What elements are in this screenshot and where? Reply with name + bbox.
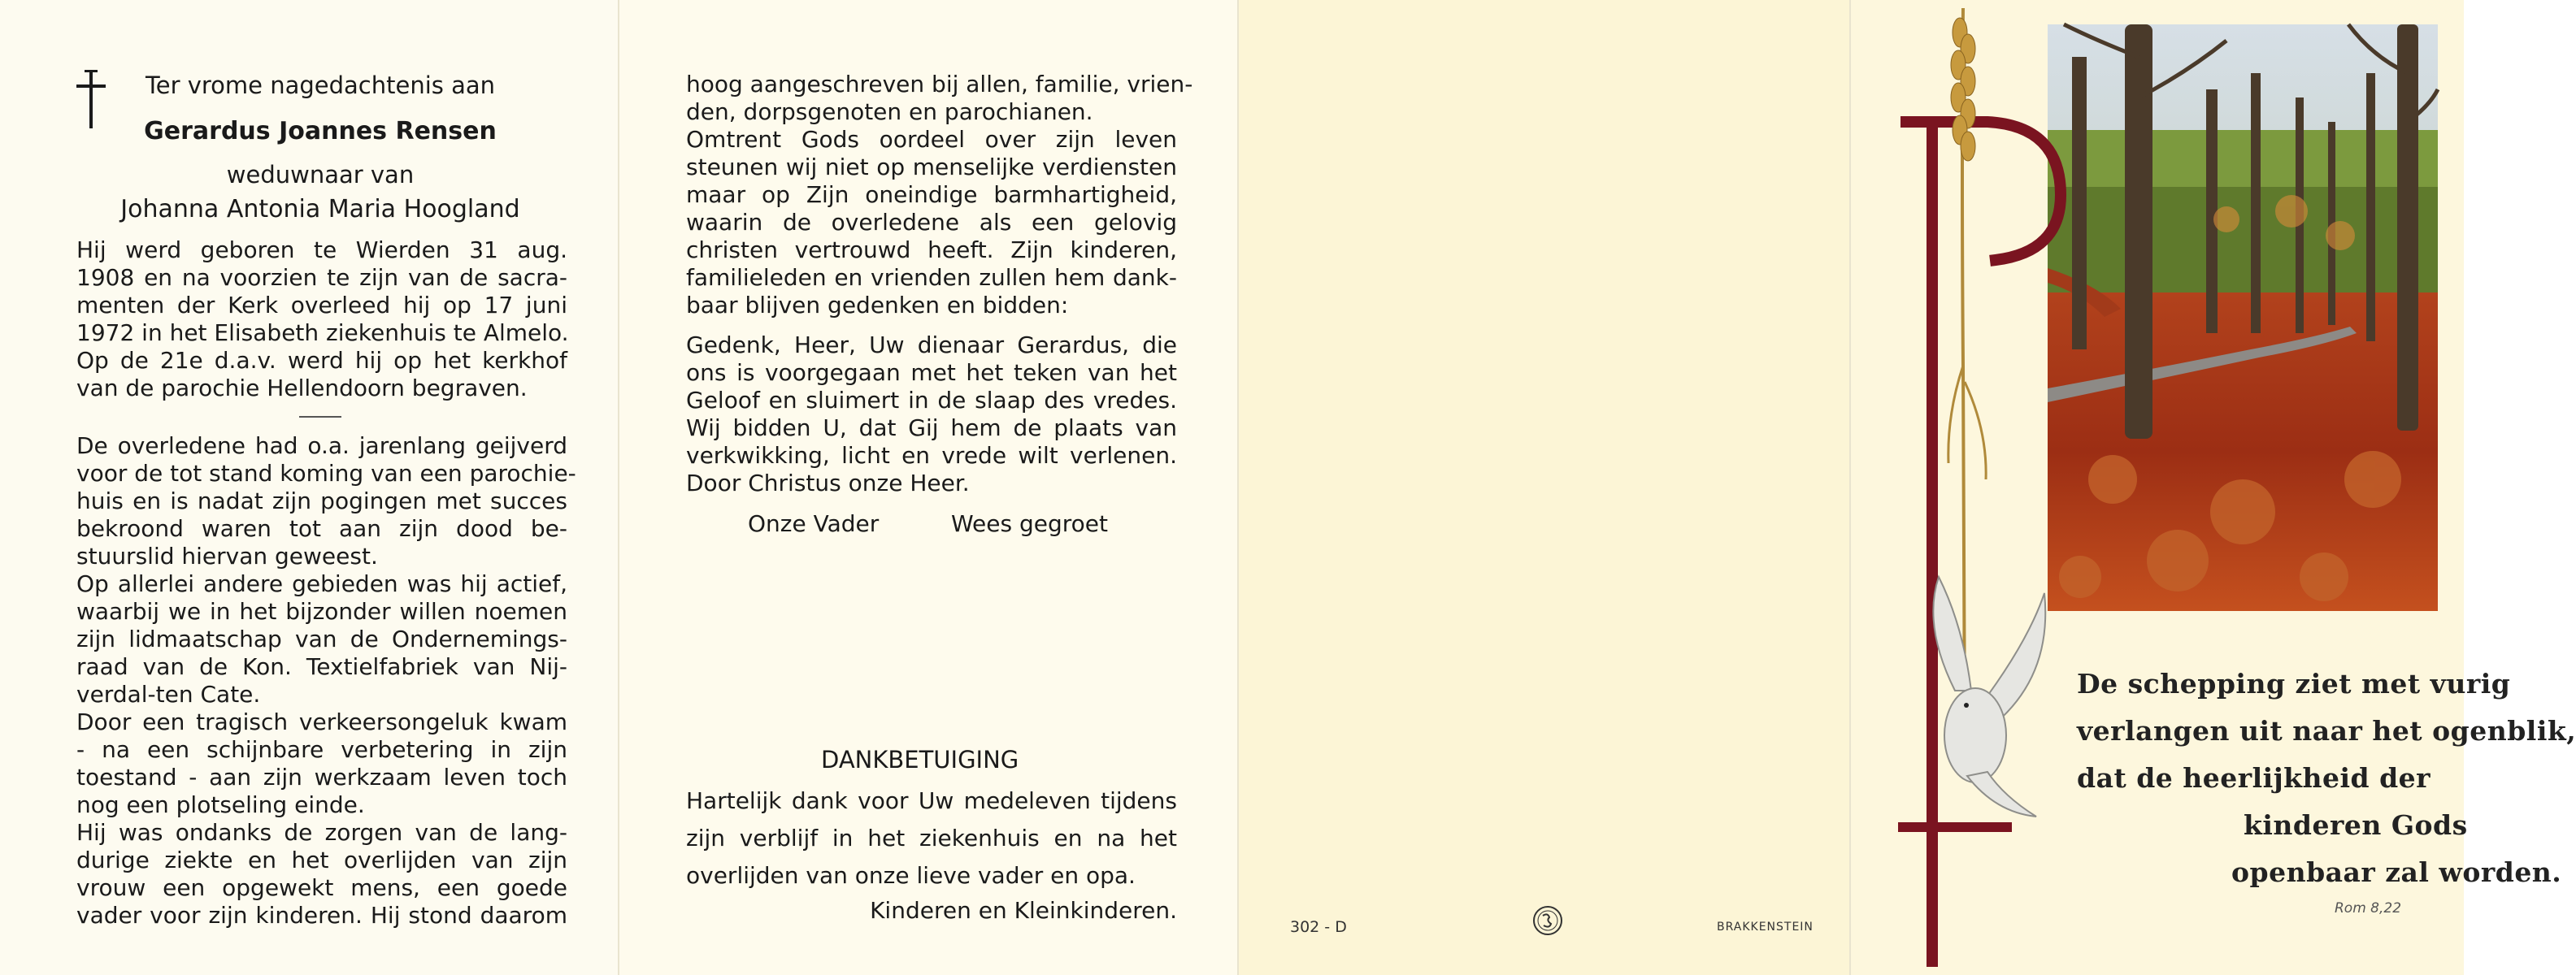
quote-line: openbaar zal worden. — [2231, 856, 2562, 888]
story-line: Door een tragisch verkeersongeluk kwam — [76, 708, 567, 735]
staff-wheat-ornament — [1890, 8, 2085, 967]
spouse-name: Johanna Antonia Maria Hoogland — [120, 195, 520, 223]
story-line: De overledene had o.a. jarenlang geijverd — [76, 432, 567, 459]
story-line: Op allerlei andere gebieden was hij actief, — [76, 570, 567, 597]
prayer-onze-vader: Onze Vader — [748, 510, 880, 537]
bio-line: menten der Kerk overleed hij op 17 juni — [76, 292, 567, 318]
publisher-name: BRAKKENSTEIN — [1717, 921, 1814, 934]
thanks-line: Hartelijk dank voor Uw medeleven tijdens — [686, 787, 1177, 814]
prayer-wees-gegroet: Wees gegroet — [951, 510, 1108, 537]
fold-line — [1849, 0, 1851, 975]
story-line: bekroond waren tot aan zijn dood be- — [76, 515, 567, 542]
deceased-name: Gerardus Joannes Rensen — [144, 117, 497, 145]
story-line: stuurslid hiervan geweest. — [76, 543, 378, 570]
story-line: zijn lidmaatschap van de Ondernemings- — [76, 626, 567, 652]
section-divider — [299, 416, 341, 418]
fold-line — [618, 0, 619, 975]
text-line: Omtrent Gods oordeel over zijn leven — [686, 126, 1177, 153]
story-line: waarbij we in het bijzonder willen noemen — [76, 598, 567, 625]
text-line: maar op Zijn oneindige barmhartigheid, — [686, 181, 1177, 208]
text-line: baar blijven gedenken en bidden: — [686, 292, 1069, 318]
story-line: vrouw een opgewekt mens, een goede — [76, 874, 567, 901]
prayer-line: Gedenk, Heer, Uw dienaar Gerardus, die — [686, 332, 1177, 358]
bible-reference: Rom 8,22 — [2335, 900, 2402, 916]
story-line: - na een schijnbare verbetering in zijn — [76, 736, 567, 763]
quote-line: dat de heerlijkheid der — [2077, 762, 2431, 794]
thanks-signature: Kinderen en Kleinkinderen. — [870, 897, 1177, 924]
card-code: 302 - D — [1290, 918, 1347, 936]
text-line: familieleden en vrienden zullen hem dank- — [686, 264, 1177, 291]
text-line: christen vertrouwd heeft. Zijn kinderen, — [686, 236, 1177, 263]
story-line: voor de tot stand koming van een parochie- — [76, 460, 576, 487]
story-line: vader voor zijn kinderen. Hij stond daarom — [76, 902, 567, 929]
thanks-line: overlijden van onze lieve vader en opa. — [686, 862, 1136, 889]
bio-line: Hij werd geboren te Wierden 31 aug. — [76, 236, 567, 263]
prayer-line: Door Christus onze Heer. — [686, 470, 970, 496]
story-line: raad van de Kon. Textielfabriek van Nij- — [76, 653, 567, 680]
prayer-line: ons is voorgegaan met het teken van het — [686, 359, 1177, 386]
text-line: waarin de overledene als een gelovig — [686, 209, 1177, 236]
quote-line: verlangen uit naar het ogenblik, — [2077, 715, 2576, 747]
blank-page — [1237, 0, 1849, 975]
text-line: den, dorpsgenoten en parochianen. — [686, 98, 1093, 125]
story-line: Hij was ondanks de zorgen van de lang- — [76, 819, 567, 846]
bio-line: Op de 21e d.a.v. werd hij op het kerkhof — [76, 347, 567, 374]
prayer-line: Wij bidden U, dat Gij hem de plaats van — [686, 414, 1177, 441]
story-line: toestand - aan zijn werkzaam leven toch — [76, 764, 567, 791]
story-line: nog een plotseling einde. — [76, 791, 365, 818]
quote-line: De schepping ziet met vurig — [2077, 668, 2511, 700]
story-line: verdal-ten Cate. — [76, 681, 261, 708]
story-line: durige ziekte en het overlijden van zijn — [76, 847, 567, 873]
story-line: huis en is nadat zijn pogingen met succes — [76, 488, 567, 514]
thanks-line: zijn verblijf in het ziekenhuis en na het — [686, 825, 1177, 852]
fold-line — [1237, 0, 1239, 975]
bio-line: van de parochie Hellendoorn begraven. — [76, 375, 528, 401]
bio-line: 1972 in het Elisabeth ziekenhuis te Almelo. — [76, 319, 569, 346]
prayer-line: verkwikking, licht en vrede wilt verlenen. — [686, 442, 1177, 469]
text-line: hoog aangeschreven bij allen, familie, vrien- — [686, 71, 1193, 98]
bio-line: 1908 en na voorzien te zijn van de sacra- — [76, 264, 567, 291]
intro-line: Ter vrome nagedachtenis aan — [145, 72, 496, 99]
relation-line: weduwnaar van — [226, 161, 415, 188]
publisher-seal-icon — [1531, 904, 1564, 937]
quote-line: kinderen Gods — [2244, 809, 2468, 841]
autumn-forest-photo — [2048, 24, 2438, 611]
text-line: steunen wij niet op menselijke verdiensten — [686, 154, 1177, 180]
thanks-title: DANKBETUIGING — [821, 746, 1019, 774]
prayer-line: Geloof en sluimert in de slaap des vredes. — [686, 387, 1177, 414]
